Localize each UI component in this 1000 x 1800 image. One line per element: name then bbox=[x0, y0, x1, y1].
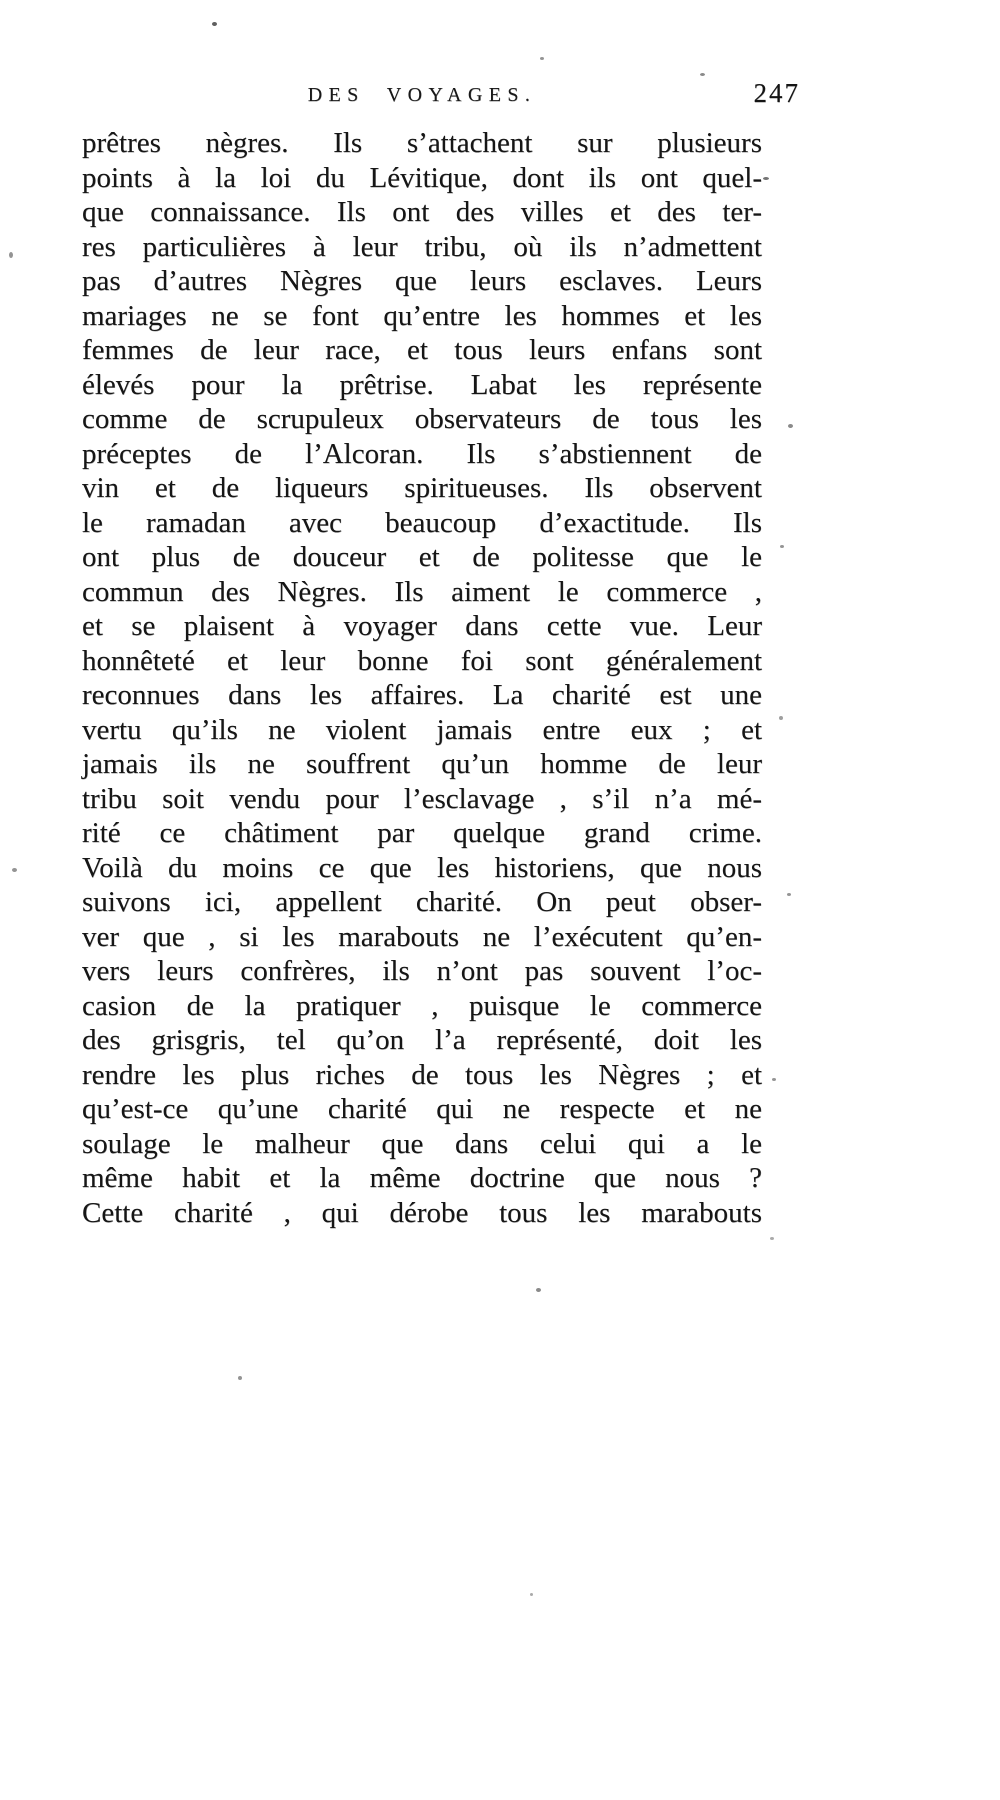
text-line: préceptes de l’Alcoran. Ils s’abstiennent de bbox=[82, 437, 762, 470]
scan-speck bbox=[779, 716, 783, 720]
text-line: ver que , si les marabouts ne l’exécutent qu’en- bbox=[82, 920, 762, 953]
text-line: honnêteté et leur bonne foi sont généralement bbox=[82, 644, 762, 677]
text-line: vin et de liqueurs spiritueuses. Ils observent bbox=[82, 472, 762, 504]
page-header bbox=[82, 78, 800, 118]
text-line: commun des Nègres. Ils aiment le commerce , bbox=[82, 575, 762, 608]
text-line: prêtres nègres. Ils s’attachent sur plusieurs bbox=[82, 127, 762, 159]
scan-speck bbox=[12, 868, 17, 872]
text-line: Cette charité , qui dérobe tous les marabouts bbox=[82, 1196, 762, 1229]
running-title: DES VOYAGES. bbox=[307, 84, 537, 106]
text-line: que connaissance. Ils ont des villes et des ter- bbox=[82, 196, 762, 228]
scan-speck bbox=[540, 57, 544, 60]
text-line: tribu soit vendu pour l’esclavage , s’il n’a mé- bbox=[82, 782, 762, 815]
text-line: Voilà du moins ce que les historiens, que nous bbox=[82, 851, 762, 884]
text-line: pas d’autres Nègres que leurs esclaves. Leurs bbox=[82, 265, 762, 297]
scan-speck bbox=[530, 1593, 533, 1596]
text-line: le ramadan avec beaucoup d’exactitude. Ils bbox=[82, 506, 762, 539]
scan-speck bbox=[780, 545, 784, 548]
scan-speck bbox=[763, 177, 769, 180]
text-line: vertu qu’ils ne violent jamais entre eux ; et bbox=[82, 713, 762, 746]
scan-speck bbox=[772, 1078, 776, 1081]
text-line: élevés pour la prêtrise. Labat les représente bbox=[82, 368, 762, 401]
scan-speck bbox=[788, 424, 793, 428]
text-line: soulage le malheur que dans celui qui a le bbox=[82, 1127, 762, 1160]
text-line: res particulières à leur tribu, où ils n’admettent bbox=[82, 230, 762, 263]
text-line: jamais ils ne souffrent qu’un homme de leur bbox=[82, 748, 762, 780]
text-line: ont plus de douceur et de politesse que le bbox=[82, 541, 762, 573]
text-line: femmes de leur race, et tous leurs enfans sont bbox=[82, 334, 762, 366]
scan-speck bbox=[536, 1288, 541, 1292]
text-line: rendre les plus riches de tous les Nègres ; et bbox=[82, 1058, 762, 1091]
scan-speck bbox=[212, 22, 217, 26]
text-line: vers leurs confrères, ils n’ont pas souvent l’oc- bbox=[82, 955, 762, 987]
page-number: 247 bbox=[753, 78, 800, 108]
scan-speck bbox=[238, 1376, 242, 1380]
text-line: points à la loi du Lévitique, dont ils ont quel- bbox=[82, 161, 762, 194]
text-line: suivons ici, appellent charité. On peut obser- bbox=[82, 886, 762, 918]
scan-speck bbox=[787, 893, 791, 896]
text-line: des grisgris, tel qu’on l’a représenté, doit les bbox=[82, 1024, 762, 1056]
scan-speck bbox=[700, 73, 705, 76]
body-text bbox=[82, 126, 762, 1230]
text-line: reconnues dans les affaires. La charité est une bbox=[82, 679, 762, 711]
text-line: et se plaisent à voyager dans cette vue. Leur bbox=[82, 610, 762, 642]
text-line: casion de la pratiquer , puisque le commerce bbox=[82, 989, 762, 1022]
text-line: qu’est-ce qu’une charité qui ne respecte et ne bbox=[82, 1093, 762, 1125]
text-line: même habit et la même doctrine que nous ? bbox=[82, 1162, 762, 1194]
scan-speck bbox=[9, 252, 13, 258]
text-line: mariages ne se font qu’entre les hommes et les bbox=[82, 299, 762, 332]
text-line: comme de scrupuleux observateurs de tous les bbox=[82, 403, 762, 435]
text-line: rité ce châtiment par quelque grand crime. bbox=[82, 817, 762, 849]
scan-speck bbox=[770, 1237, 774, 1240]
